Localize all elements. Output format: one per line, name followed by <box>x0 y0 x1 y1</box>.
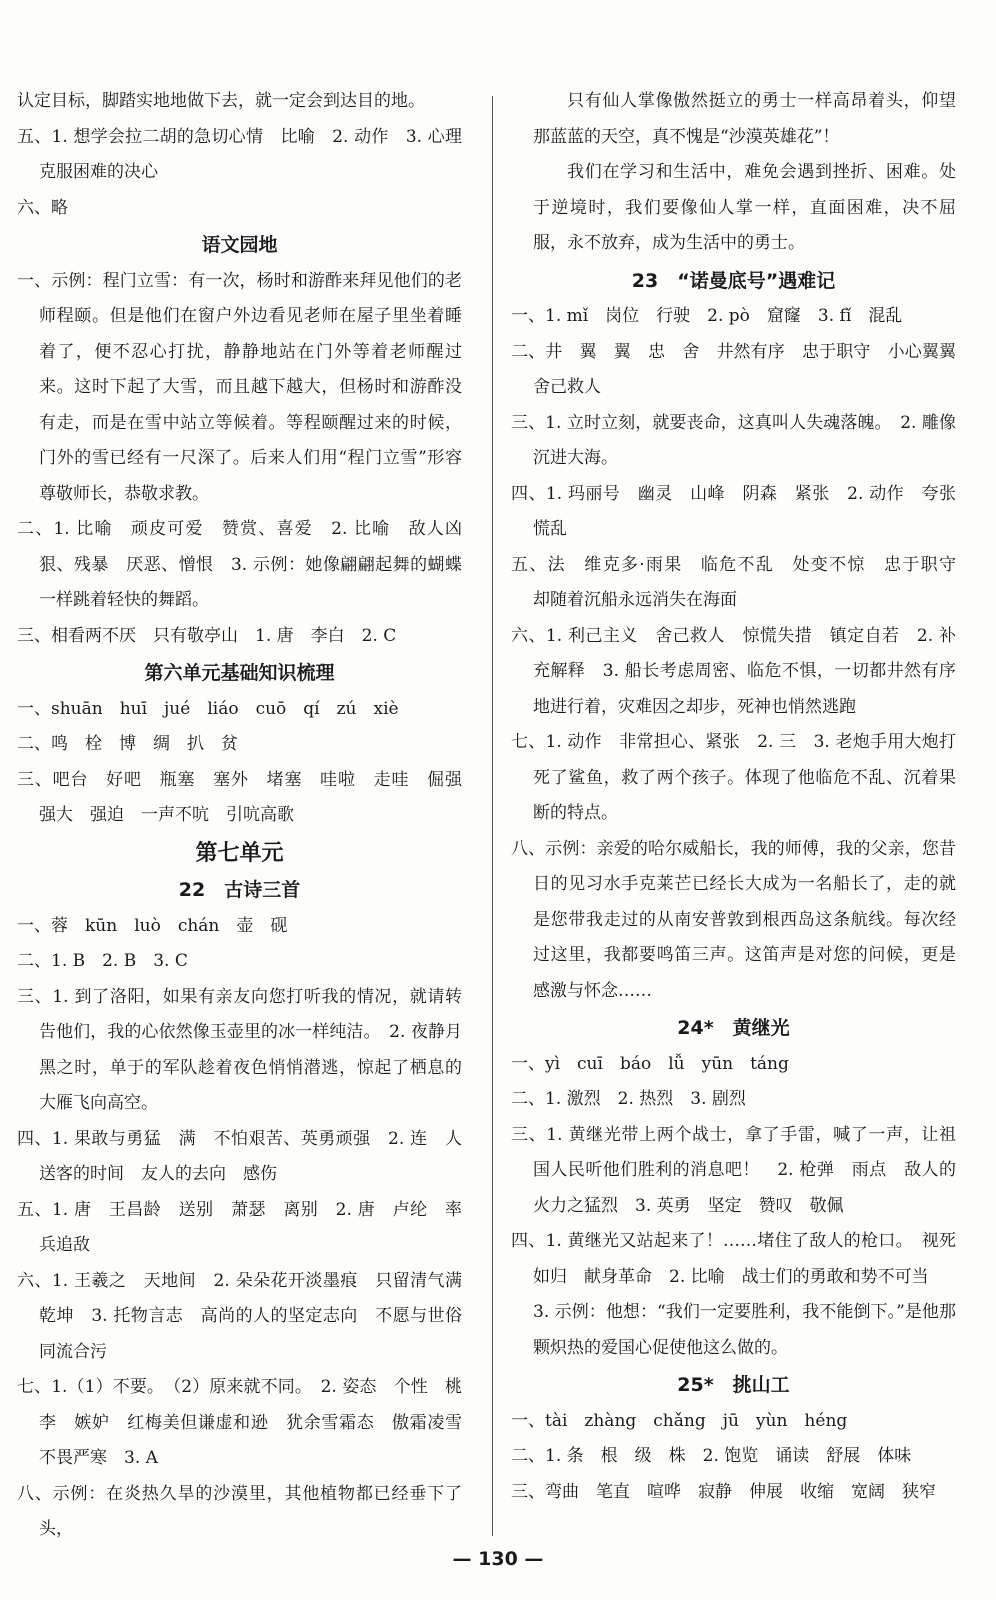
answer-paragraph: 六、1. 利己主义 舍己救人 惊慌失措 镇定自若 2. 补充解释 3. 船长考虑周密、临危不惧，一切都井然有序地进行着，灾难因之却步，死神也悄然逃跑 <box>511 625 956 717</box>
answer-paragraph: 一、tài zhàng chǎng jū yùn héng <box>511 1410 848 1431</box>
answer-paragraph: 二、1. 激烈 2. 热烈 3. 剧烈 <box>511 1089 746 1109</box>
answer-paragraph: 二、井 翼 翼 忠 舍 井然有序 忠于职守 小心翼翼 舍己救人 <box>511 341 973 397</box>
section-heading: 23 “诺曼底号”遇难记 <box>631 269 836 292</box>
column-divider <box>492 96 493 1536</box>
answer-paragraph: 只有仙人掌像傲然挺立的勇士一样高昂着头，仰望那蓝蓝的天空，真不愧是“沙漠英雄花”！ <box>533 91 956 147</box>
answer-paragraph: 三、吧台 好吧 瓶塞 塞外 堵塞 哇啦 走哇 倔强 强大 强迫 一声不吭 引吭高歌 <box>17 769 479 825</box>
section-heading: 第六单元基础知识梳理 <box>144 662 335 684</box>
answer-paragraph: 一、yì cuī báo lǚ yūn táng <box>511 1053 789 1074</box>
answer-paragraph: 三、1. 黄继光带上两个战士，拿了手雷，喊了一声，让祖国人民听他们胜利的消息吧！ 2. 枪弹 雨点 敌人的火力之猛烈 3. 英勇 坚定 赞叹 敬佩 <box>511 1124 956 1216</box>
answer-paragraph: 二、鸣 栓 博 绸 扒 贫 <box>17 734 238 754</box>
watermark-logo <box>782 1514 982 1576</box>
section-heading: 24* 黄继光 <box>677 1017 790 1039</box>
answer-paragraph: 八、示例：在炎热久旱的沙漠里，其他植物都已经垂下了头， <box>17 1483 462 1539</box>
answer-paragraph: 一、1. mǐ 岗位 行驶 2. pò 窟窿 3. fǐ 混乱 <box>511 306 903 326</box>
answer-paragraph: 三、1. 到了洛阳，如果有亲友向您打听我的情况，就请转告他们，我的心依然像玉壶里的冰一样纯洁。 2. 夜静月黑之时，单于的军队趁着夜色悄悄潜逃，惊起了栖息的大雁飞向高空。 <box>17 986 462 1113</box>
section-heading: 语文园地 <box>201 234 278 256</box>
answer-paragraph: 四、1. 黄继光又站起来了！……堵住了敌人的枪口。 视死如归 献身革命 2. 比喻 战士们的勇敢和势不可当 <box>511 1231 956 1287</box>
section-heading: 22 古诗三首 <box>178 879 301 901</box>
answer-paragraph: 一、shuān huī jué liáo cuō qí zú xiè <box>17 698 399 719</box>
answer-paragraph: 二、1. B 2. B 3. C <box>17 951 188 971</box>
answer-paragraph: 一、蓉 kūn luò chán 壶 砚 <box>17 915 288 936</box>
answer-paragraph: 五、法 维克多·雨果 临危不乱 处变不惊 忠于职守 却随着沉船永远消失在海面 <box>511 554 973 610</box>
answer-paragraph: 认定目标，脚踏实地地做下去，就一定会到达目的地。 <box>17 91 425 111</box>
answer-paragraph: 二、1. 条 根 级 株 2. 饱览 诵读 舒展 体味 <box>511 1446 912 1466</box>
answer-paragraph: 五、1. 唐 王昌龄 送别 萧瑟 离别 2. 唐 卢纶 率兵追敌 <box>17 1199 462 1255</box>
section-heading: 25* 挑山工 <box>677 1374 790 1396</box>
answer-paragraph: 我们在学习和生活中，难免会遇到挫折、困难。处于逆境时，我们要像仙人掌一样，直面困难，决不屈服，永不放弃，成为生活中的勇士。 <box>533 162 956 253</box>
answer-paragraph: 四、1. 果敢与勇猛 满 不怕艰苦、英勇顽强 2. 连 人 送客的时间 友人的去向 感伤 <box>17 1128 479 1184</box>
answer-paragraph: 一、示例：程门立雪：有一次，杨时和游酢来拜见他们的老师程颐。但是他们在窗户外边看见老师在屋子里坐着睡着了，便不忍心打扰，静静地站在门外等着老师醒过来。这时下起了大雪，而且越下越大，但杨时和游酢没有走，而是在雪中站立等候着。等程颐醒过来的时候，门外的雪已经有一尺深了。后来人们用“程门立雪”形容尊敬师长，恭敬求教。 <box>17 270 462 504</box>
answer-paragraph: 三、1. 立时立刻，就要丧命，这真叫人失魂落魄。 2. 雕像沉进大海。 <box>511 412 956 468</box>
left-column <box>17 84 479 1548</box>
answer-paragraph: 七、1. 动作 非常担心、紧张 2. 三 3. 老炮手用大炮打死了鲨鱼，救了两个孩子。体现了他临危不乱、沉着果断的特点。 <box>511 732 956 823</box>
answer-paragraph: 3. 示例：他想：“我们一定要胜利，我不能倒下。”是他那颗炽热的爱国心促使他这么做的。 <box>533 1302 956 1358</box>
section-heading: 第七单元 <box>195 840 284 866</box>
answer-paragraph: 八、示例：亲爱的哈尔威船长，我的师傅，我的父亲，您昔日的见习水手克莱芒已经长大成为一名船长了，走的就是您带我走过的从南安普敦到根西岛这条航线。每次经过这里，我都要鸣笛三声。这笛声是对您的问候，更是感激与怀念…… <box>511 838 956 1001</box>
answer-paragraph: 四、1. 玛丽号 幽灵 山峰 阴森 紧张 2. 动作 夸张 慌乱 <box>511 483 973 539</box>
answer-paragraph: 三、弯曲 笔直 喧哗 寂静 伸展 收缩 宽阔 狭窄 <box>511 1481 936 1502</box>
answer-paragraph: 七、1.（1）不要。 （2）原来就不同。 2. 姿态 个性 桃李 嫉妒 红梅美但谦虚和逊 犹余雪霜态 傲霜凌雪 不畏严寒 3. A <box>17 1377 479 1468</box>
page-number: — 130 — <box>452 1548 544 1570</box>
answer-paragraph: 六、略 <box>17 197 68 218</box>
answer-paragraph: 二、1. 比喻 顽皮可爱 赞赏、喜爱 2. 比喻 敌人凶狠、残暴 厌恶、憎恨 3. 示例：她像翩翩起舞的蝴蝶一样跳着轻快的舞蹈。 <box>17 519 462 610</box>
answer-paragraph: 六、1. 王羲之 天地间 2. 朵朵花开淡墨痕 只留清气满乾坤 3. 托物言志 高尚的人的坚定志向 不愿与世俗同流合污 <box>17 1270 462 1362</box>
answer-paragraph: 三、相看两不厌 只有敬亭山 1. 唐 李白 2. C <box>17 625 397 646</box>
answer-paragraph: 五、1. 想学会拉二胡的急切心情 比喻 2. 动作 3. 心理 克服困难的决心 <box>17 126 479 182</box>
right-column <box>511 84 973 1510</box>
